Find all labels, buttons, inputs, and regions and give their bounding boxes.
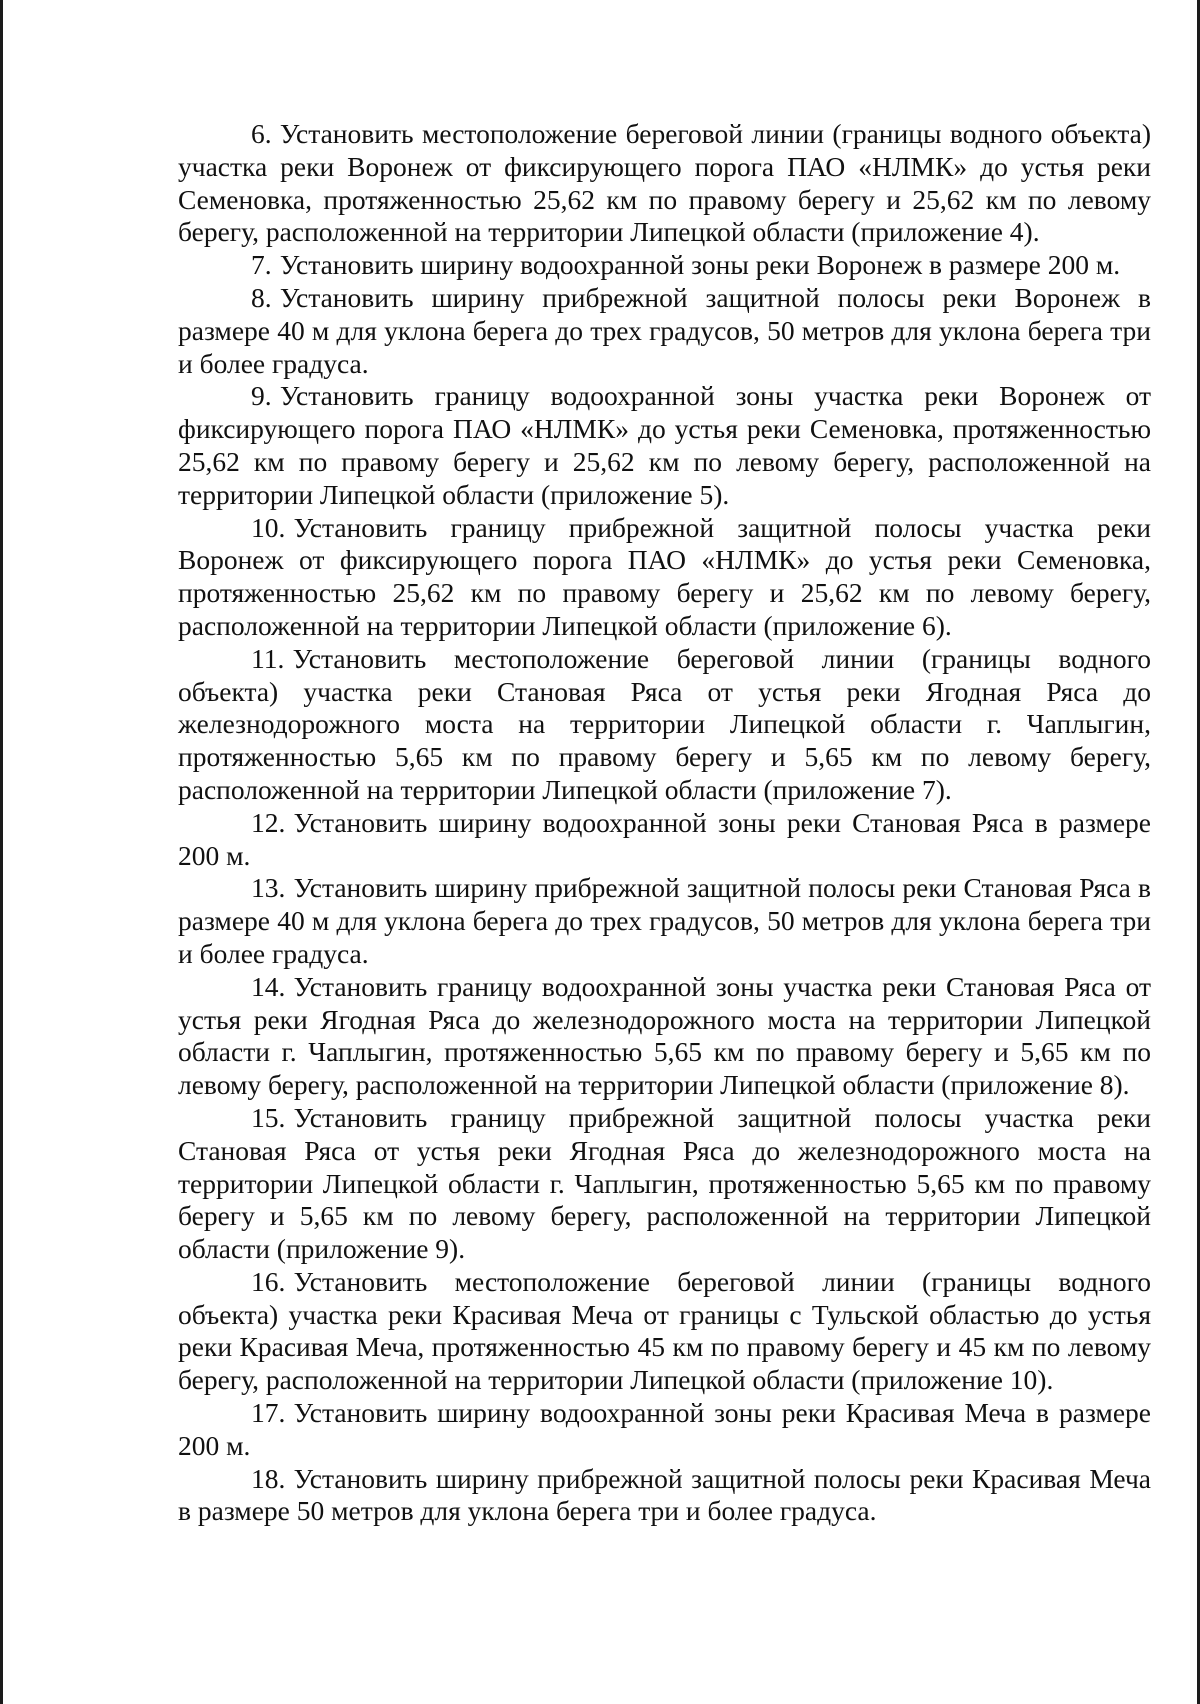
clause-number: 10. [251,511,286,543]
clause-number: 13. [251,872,286,904]
clause-16 [178,1266,1151,1397]
clause-text: Установить местоположение береговой линии (границы водного объекта) участка реки Становая Ряса от устья реки Ягодная Ряса до железнодорожного моста на территории Липецкой области г. Чаплыгин, протяженностью 5,65 км по правому берегу и 5,65 км по левому берегу, расположенной на территории Липецкой области (приложение 7). [178,642,1151,805]
clause-text: Установить ширину прибрежной защитной полосы реки Красивая Меча в размере 50 метров для уклона берега три и более градуса. [178,1462,1151,1527]
clause-text: Установить ширину водоохранной зоны реки Красивая Меча в размере 200 м. [178,1397,1151,1461]
clause-number: 8. [251,281,272,313]
clause-text: Установить ширину прибрежной защитной полосы реки Воронеж в размере 40 м для уклона берега до трех градусов, 50 метров для уклона берега три и более градуса. [178,281,1151,379]
clause-text: Установить границу водоохранной зоны участка реки Становая Ряса от устья реки Ягодная Ряса до железнодорожного моста на территории Липецкой области г. Чаплыгин, протяженностью 5,65 км по правому берегу и 5,65 км по левому берегу, расположенной на территории Липецкой области (приложение 8). [178,970,1151,1101]
clause-number: 6. [251,118,272,149]
clause-13 [178,872,1151,970]
clause-10 [178,512,1151,643]
clause-9 [178,380,1151,511]
clause-number: 16. [251,1265,286,1297]
clause-18 [178,1463,1151,1529]
clause-14 [178,971,1151,1102]
clause-number: 12. [251,806,286,838]
clause-number: 9. [251,380,272,412]
clause-text: Установить ширину водоохранной зоны реки Становая Ряса в размере 200 м. [178,806,1151,871]
clause-text: Установить местоположение береговой линии (границы водного объекта) участка реки Красивая Меча от границы с Тульской областью до устья реки Красивая Меча, протяженностью 45 км по правому берегу и 45 км по левому берегу, расположенной на территории Липецкой области (приложение 10). [178,1265,1151,1396]
clause-11 [178,643,1151,807]
clause-12 [178,807,1151,873]
clause-number: 14. [251,970,286,1002]
clause-text: Установить границу водоохранной зоны участка реки Воронеж от фиксирующего порога ПАО «НЛМК» до устья реки Семеновка, протяженностью 25,62 км по правому берегу и 25,62 км по левому берегу, расположенной на территории Липецкой области (приложение 5). [178,380,1151,510]
clause-17 [178,1397,1151,1463]
clause-number: 17. [251,1397,286,1429]
clause-number: 11. [251,642,285,674]
clause-text: Установить местоположение береговой линии (границы водного объекта) участка реки Воронеж от фиксирующего порога ПАО «НЛМК» до устья реки Семеновка, протяженностью 25,62 км по правому берегу и 25,62 км по левому берегу, расположенной на территории Липецкой области (приложение 4). [178,118,1151,248]
clause-number: 18. [251,1462,286,1494]
clause-15 [178,1102,1151,1266]
clause-text: Установить границу прибрежной защитной полосы участка реки Становая Ряса от устья реки Ягодная Ряса до железнодорожного моста на территории Липецкой области г. Чаплыгин, протяженностью 5,65 км по правому берегу и 5,65 км по левому берегу, расположенной на территории Липецкой области (приложение 9). [178,1101,1151,1265]
document-page [178,118,1151,1528]
clause-6 [178,118,1151,249]
clause-text: Установить ширину водоохранной зоны реки Воронеж в размере 200 м. [279,249,1121,281]
scan-edge-left [0,0,3,1704]
clause-text: Установить ширину прибрежной защитной полосы реки Становая Ряса в размере 40 м для уклона берега до трех градусов, 50 метров для уклона берега три и более градуса. [178,872,1151,969]
clause-8 [178,282,1151,380]
clause-number: 7. [251,249,272,281]
clause-7 [178,249,1151,282]
clause-text: Установить границу прибрежной защитной полосы участка реки Воронеж от фиксирующего порога ПАО «НЛМК» до устья реки Семеновка, протяженностью 25,62 км по правому берегу и 25,62 км по левому берегу, расположенной на территории Липецкой области (приложение 6). [178,511,1151,641]
clause-number: 15. [251,1101,286,1133]
